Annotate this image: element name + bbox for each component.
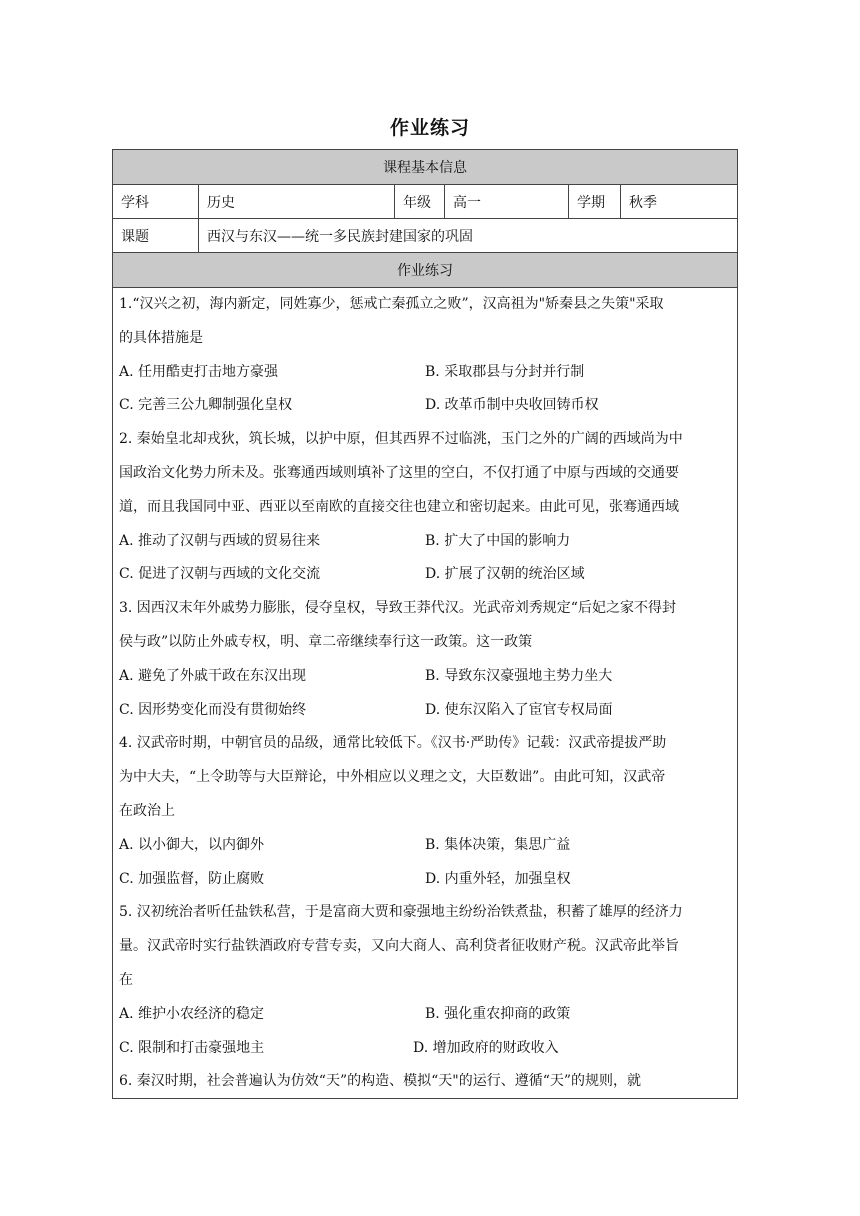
question-5-text-line: 在 — [119, 971, 133, 988]
question-5-option: D. 增加政府的财政收入 — [413, 1039, 559, 1056]
question-5-option: B. 强化重农抑商的政策 — [425, 1005, 571, 1022]
question-2-text-line: 道，而且我国同中亚、西亚以至南欧的直接交往也建立和密切起来。由此可见，张骞通西域 — [119, 498, 679, 515]
exercise-header: 作业练习 — [113, 253, 738, 288]
question-3-option: A. 避免了外戚干政在东汉出现 — [119, 667, 307, 684]
question-1-option: A. 任用酷吏打击地方豪强 — [119, 363, 279, 380]
question-2-options-row — [119, 525, 729, 559]
question-5-options-row — [119, 998, 729, 1032]
question-4-text-line: 在政治上 — [119, 802, 175, 819]
term-label: 学期 — [569, 185, 621, 219]
question-4-options-row — [119, 829, 729, 863]
question-1-option: B. 采取郡县与分封并行制 — [425, 363, 585, 380]
question-2-option: B. 扩大了中国的影响力 — [425, 532, 571, 549]
question-4-text-line: 4. 汉武帝时期，中朝官员的品级，通常比较低下。《汉书·严助传》记载：汉武帝提拔严助 — [119, 735, 667, 752]
question-5-option: A. 维护小农经济的稳定 — [119, 1005, 265, 1022]
course-info-header: 课程基本信息 — [113, 150, 738, 185]
topic-value: 西汉与东汉——统一多民族封建国家的巩固 — [199, 219, 738, 253]
question-6-text-line: 6. 秦汉时期，社会普遍认为仿效“天”的构造、模拟“天"的运行、遵循“天”的规则，就 — [119, 1073, 642, 1090]
question-2-options-row — [119, 558, 729, 592]
questions-list — [113, 288, 737, 1098]
subject-value: 历史 — [199, 185, 395, 219]
question-1-options-row — [119, 356, 729, 390]
question-3-option: D. 使东汉陷入了宦官专权局面 — [425, 701, 613, 718]
question-3-option: C. 因形势变化而没有贯彻始终 — [119, 701, 307, 718]
question-5-options-row — [119, 1032, 729, 1066]
question-3-text-line: 3. 因西汉末年外戚势力膨胀，侵夺皇权，导致王莽代汉。光武帝刘秀规定“后妃之家不得封 — [119, 600, 676, 617]
question-2-option: D. 扩展了汉朝的统治区域 — [425, 566, 585, 583]
question-3-options-row — [119, 660, 729, 694]
grade-value: 高一 — [445, 185, 569, 219]
grade-label: 年级 — [395, 185, 445, 219]
subject-label: 学科 — [113, 185, 199, 219]
question-4-option: A. 以小御大，以内御外 — [119, 836, 265, 853]
question-3-options-row — [119, 694, 729, 728]
question-5-text-line: 5. 汉初统治者听任盐铁私营，于是富商大贾和豪强地主纷纷治铁煮盐，积蓄了雄厚的经济力 — [119, 904, 683, 921]
homework-table — [112, 149, 738, 1099]
question-2-text-line: 2. 秦始皇北却戎狄，筑长城，以护中原，但其西界不过临洮，玉门之外的广阔的西域尚为中 — [119, 431, 683, 448]
question-2-text-line: 国政治文化势力所未及。张骞通西域则填补了这里的空白，不仅打通了中原与西域的交通要 — [119, 464, 679, 481]
question-4-option: C. 加强监督，防止腐败 — [119, 870, 265, 887]
question-1-text-line: 1.“汉兴之初，海内新定，同姓寡少，惩戒亡秦孤立之败”，汉高祖为"矫秦县之失策"采取 — [119, 296, 664, 312]
question-4-text-line: 为中大夫，“上令助等与大臣辩论，中外相应以义理之文，大臣数诎”。由此可知，汉武帝 — [119, 769, 666, 786]
question-1-text-line: 的具体措施是 — [119, 329, 203, 346]
question-3-option: B. 导致东汉豪强地主势力坐大 — [425, 667, 613, 684]
topic-label: 课题 — [113, 219, 199, 253]
question-4-options-row — [119, 863, 729, 897]
question-2-option: A. 推动了汉朝与西域的贸易往来 — [119, 532, 321, 549]
question-4-option: B. 集体决策，集思广益 — [425, 836, 571, 853]
question-1-option: D. 改革币制中央收回铸币权 — [425, 397, 599, 414]
question-1-option: C. 完善三公九卿制强化皇权 — [119, 397, 293, 414]
question-1-options-row — [119, 389, 729, 423]
question-4-option: D. 内重外轻，加强皇权 — [425, 870, 571, 887]
question-5-text-line: 量。汉武帝时实行盐铁酒政府专营专卖，又向大商人、高利贷者征收财产税。汉武帝此举旨 — [119, 938, 679, 955]
page-title: 作业练习 — [389, 117, 470, 139]
term-value: 秋季 — [621, 185, 738, 219]
question-5-option: C. 限制和打击豪强地主 — [119, 1039, 265, 1056]
questions-cell — [113, 288, 738, 1099]
question-3-text-line: 侯与政”以防止外戚专权，明、章二帝继续奉行这一政策。这一政策 — [119, 633, 533, 650]
question-2-option: C. 促进了汉朝与西域的文化交流 — [119, 566, 321, 583]
